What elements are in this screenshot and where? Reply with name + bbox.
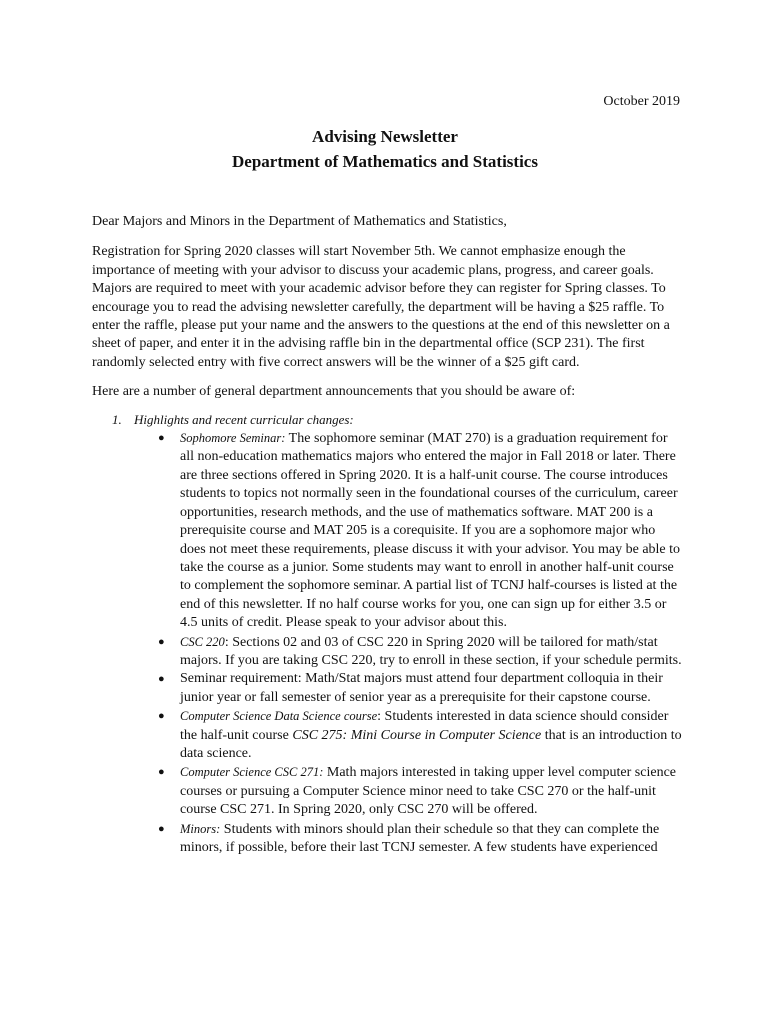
item-text: The sophomore seminar (MAT 270) is a graduation requirement for all non-education mathematics majors who entered the major in Fall 2018 or later. There are three sections offered in Spring 2020. It is a half-unit course. The course introduces students to topics not normally seen in the foundational courses of the curriculum, career opportunities, research methods, and the use of mathematics software. MAT 200 is a prerequisite course and MAT 205 is a corequisite. If you are a sophomore major who does not meet these requirements, please discuss it with your advisor. You may be able to take the course as a junior. Some students may want to enroll in another half-unit course to complement the sophomore seminar. A partial list of TCNJ half-courses is listed at the end of this newsletter. If no half course works for you, one can sign up for either 3.5 or 4.5 units of credit. Please speak to your advisor about this. xyxy=(180,431,681,631)
item-lead: Computer Science Data Science course xyxy=(180,709,378,724)
newsletter-body xyxy=(92,213,682,857)
item-text: Math majors interested in taking upper level computer science courses or pursuing a Computer Science minor need to take CSC 270 or the half-unit course CSC 271. In Spring 2020, only CSC 270 will be offered. xyxy=(180,765,676,818)
list-item-csc-220 xyxy=(158,633,682,671)
list-item-csc-271 xyxy=(158,763,682,819)
bullet-icon: ● xyxy=(158,673,165,686)
newsletter-date: October 2019 xyxy=(603,94,680,109)
section-number: 1. xyxy=(112,411,122,427)
list-item-minors xyxy=(158,820,682,858)
bullet-icon: ● xyxy=(158,635,165,648)
list-item-sophomore-seminar xyxy=(158,429,682,632)
section-heading xyxy=(112,411,682,429)
department-title: Department of Mathematics and Statistics xyxy=(232,152,538,171)
bullet-icon: ● xyxy=(158,766,165,779)
item-text: Seminar requirement: Math/Stat majors must attend four department colloquia in their junior year or fall semester of senior year as a prerequisite for their capstone course. xyxy=(180,671,663,705)
item-text-continued: that is an introduction to data science. xyxy=(180,727,682,761)
section-heading-text: Highlights and recent curricular changes: xyxy=(134,411,354,427)
registration-paragraph: Registration for Spring 2020 classes will start November 5th. We cannot emphasize enough the importance of meeting with your advisor to discuss your academic plans, progress, and career goals. Majors are required to meet with your academic advisor before they can register for Spring classes. To encourage you to read the advising newsletter carefully, the department will be having a $25 raffle. To enter the raffle, please put your name and the answers to the questions at the end of this newsletter on a sheet of paper, and enter it in the advising raffle bin in the departmental office (SCP 231). The first randomly selected entry with five correct answers will be the winner of a $25 gift card. xyxy=(92,244,670,370)
greeting: Dear Majors and Minors in the Department of Mathematics and Statistics, xyxy=(92,214,507,229)
course-title: CSC 275: Mini Course in Computer Science xyxy=(292,727,542,743)
bullet-icon: ● xyxy=(158,822,165,835)
item-text: : Sections 02 and 03 of CSC 220 in Spring 2020 will be tailored for math/stat majors. If you are taking CSC 220, try to enroll in these section, if your schedule permits. xyxy=(180,634,682,668)
bullet-icon: ● xyxy=(158,432,165,445)
list-item-seminar-requirement xyxy=(158,670,682,707)
item-text: Students with minors should plan their schedule so that they can complete the minors, if possible, before their last TCNJ semester. A few students have experienced xyxy=(180,821,660,855)
item-lead: Computer Science CSC 271: xyxy=(180,765,324,780)
newsletter-title: Advising Newsletter xyxy=(312,127,458,146)
list-item-data-science xyxy=(158,707,682,763)
item-lead: Minors: xyxy=(180,821,221,836)
item-lead: CSC 220 xyxy=(180,634,225,649)
section-highlights xyxy=(92,411,682,858)
announcements-intro: Here are a number of general department announcements that you should be aware of: xyxy=(92,384,576,400)
bullet-icon: ● xyxy=(158,710,165,723)
title-block xyxy=(0,124,770,174)
item-lead: Sophomore Seminar: xyxy=(180,431,286,446)
item-text: : Students interested in data science should consider the half-unit course xyxy=(180,709,669,743)
highlights-list xyxy=(92,429,682,857)
